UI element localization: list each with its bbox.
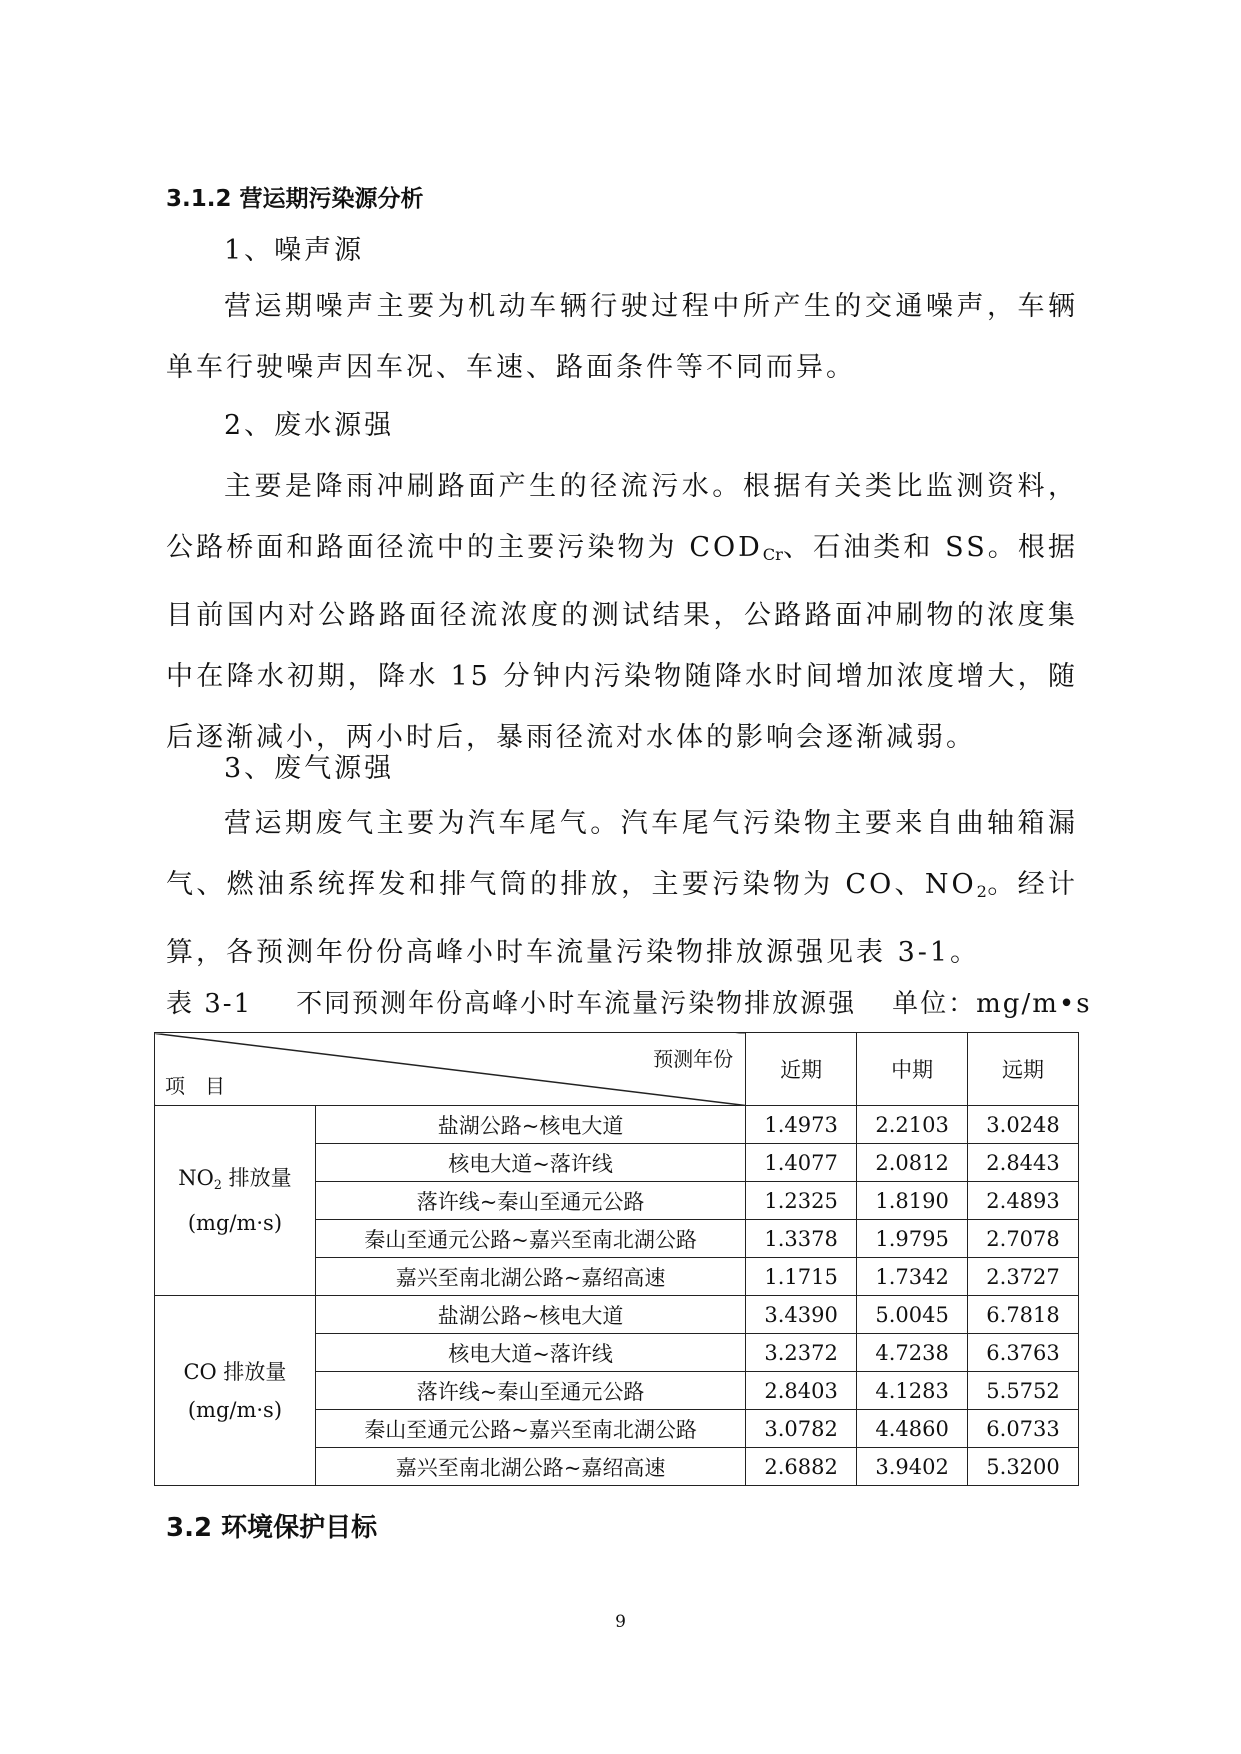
exhaust-text-b: 。经计算，各预测年份份高峰小时车流量污染物排放源强见表 3-1。 — [166, 869, 1079, 968]
route-cell: 嘉兴至南北湖公路~嘉绍高速 — [315, 1258, 745, 1296]
value-cell: 2.3727 — [968, 1258, 1079, 1296]
value-cell: 4.1283 — [857, 1372, 968, 1410]
value-cell: 2.2103 — [857, 1106, 968, 1144]
value-cell: 2.4893 — [968, 1182, 1079, 1220]
group-label-main: NO — [178, 1166, 214, 1190]
emission-table — [154, 1032, 1079, 1486]
section-title-3-2: 3.2 环境保护目标 — [166, 1513, 378, 1543]
group-label-main: CO — [183, 1359, 217, 1384]
route-cell: 核电大道~落许线 — [315, 1334, 745, 1372]
value-cell: 2.7078 — [968, 1220, 1079, 1258]
route-cell: 落许线~秦山至通元公路 — [315, 1372, 745, 1410]
value-cell: 3.0248 — [968, 1106, 1079, 1144]
value-cell: 5.0045 — [857, 1296, 968, 1334]
group-label-suffix: 排放量 — [216, 1359, 287, 1384]
column-header-near: 近期 — [746, 1033, 857, 1106]
group-label-cell — [155, 1296, 316, 1486]
value-cell: 6.7818 — [968, 1296, 1079, 1334]
value-cell: 2.6882 — [746, 1448, 857, 1486]
header-forecast-year: 预测年份 — [653, 1047, 734, 1071]
route-cell: 核电大道~落许线 — [315, 1144, 745, 1182]
value-cell: 2.8403 — [746, 1372, 857, 1410]
value-cell: 1.3378 — [746, 1220, 857, 1258]
value-cell: 3.4390 — [746, 1296, 857, 1334]
header-item: 项 目 — [165, 1074, 225, 1098]
group-label-cell — [155, 1106, 316, 1296]
exhaust-paragraph — [166, 793, 1078, 983]
group-unit: (mg/m·s) — [187, 1397, 283, 1422]
route-cell: 嘉兴至南北湖公路~嘉绍高速 — [315, 1448, 745, 1486]
wastewater-text-a: 主要是降雨冲刷路面产生的径流污水。根据有关类比监测资料，公路桥面和路面径流中的主要污染物为 COD — [166, 471, 1078, 563]
value-cell: 3.9402 — [857, 1448, 968, 1486]
exhaust-subscript: 2 — [976, 882, 987, 901]
table-row — [155, 1296, 1079, 1334]
wastewater-heading: 2、废水源强 — [224, 410, 395, 441]
column-header-mid: 中期 — [857, 1033, 968, 1106]
value-cell: 2.8443 — [968, 1144, 1079, 1182]
wastewater-text-b: 、石油类和 SS。根据目前国内对公路路面径流浓度的测试结果，公路路面冲刷物的浓度集中在降水初期，降水 15 分钟内污染物随降水时间增加浓度增大，随后逐渐减小，两小时后，暴雨径流对水体的影响会逐渐减弱。 — [166, 532, 1078, 753]
table-row — [155, 1106, 1079, 1144]
value-cell: 6.3763 — [968, 1334, 1079, 1372]
table-caption-unit: 单位：mg/m•s — [892, 989, 1092, 1019]
value-cell: 1.4077 — [746, 1144, 857, 1182]
table-caption-id: 表 3-1 — [166, 989, 253, 1019]
route-cell: 落许线~秦山至通元公路 — [315, 1182, 745, 1220]
noise-paragraph: 营运期噪声主要为机动车辆行驶过程中所产生的交通噪声，车辆单车行驶噪声因车况、车速、路面条件等不同而异。 — [166, 291, 1078, 383]
value-cell: 3.2372 — [746, 1334, 857, 1372]
table-caption-title: 不同预测年份高峰小时车流量污染物排放源强 — [296, 989, 857, 1019]
route-cell: 盐湖公路~核电大道 — [315, 1106, 745, 1144]
value-cell: 1.1715 — [746, 1258, 857, 1296]
value-cell: 5.3200 — [968, 1448, 1079, 1486]
route-cell: 秦山至通元公路~嘉兴至南北湖公路 — [315, 1410, 745, 1448]
value-cell: 1.4973 — [746, 1106, 857, 1144]
value-cell: 4.7238 — [857, 1334, 968, 1372]
value-cell: 1.8190 — [857, 1182, 968, 1220]
value-cell: 1.9795 — [857, 1220, 968, 1258]
value-cell: 3.0782 — [746, 1410, 857, 1448]
group-label — [155, 1159, 315, 1204]
group-label — [155, 1353, 315, 1391]
group-label-subscript: 2 — [213, 1177, 222, 1192]
table-header-row — [155, 1033, 1079, 1106]
page-number: 9 — [615, 1612, 626, 1632]
wastewater-subscript: Cr — [762, 545, 783, 564]
value-cell: 1.2325 — [746, 1182, 857, 1220]
value-cell: 6.0733 — [968, 1410, 1079, 1448]
route-cell: 盐湖公路~核电大道 — [315, 1296, 745, 1334]
value-cell: 4.4860 — [857, 1410, 968, 1448]
table-caption — [166, 983, 1092, 1020]
value-cell: 2.0812 — [857, 1144, 968, 1182]
group-label-suffix: 排放量 — [221, 1166, 292, 1190]
value-cell: 5.5752 — [968, 1372, 1079, 1410]
route-cell: 秦山至通元公路~嘉兴至南北湖公路 — [315, 1220, 745, 1258]
wastewater-paragraph — [166, 456, 1078, 768]
value-cell: 1.7342 — [857, 1258, 968, 1296]
exhaust-text-a: 营运期废气主要为汽车尾气。汽车尾气污染物主要来自曲轴箱漏气、燃油系统挥发和排气筒的排放，主要污染物为 CO、NO — [166, 808, 1078, 900]
diagonal-header-cell — [155, 1033, 746, 1106]
noise-heading: 1、噪声源 — [224, 235, 365, 266]
column-header-far: 远期 — [968, 1033, 1079, 1106]
group-unit: (mg/m·s) — [187, 1211, 283, 1235]
section-title-3-1-2: 3.1.2 营运期污染源分析 — [166, 186, 424, 212]
exhaust-heading: 3、废气源强 — [224, 753, 395, 784]
